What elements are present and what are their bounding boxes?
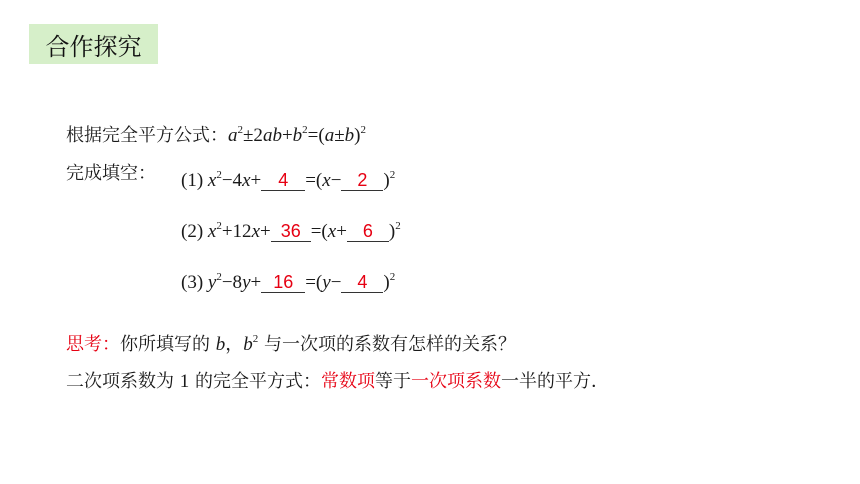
answer-blank[interactable]: 6	[347, 221, 389, 242]
answer-blank[interactable]: 16	[261, 272, 305, 293]
answer-blank[interactable]: 36	[271, 221, 311, 242]
fill-item-3: (3) $y^2-8y+ 16 =(y- 4$ )$^2$	[181, 271, 396, 293]
fill-item-1: (1) $x^2-4x+ 4 =(x- 2$ )$^2$	[181, 169, 396, 191]
formula-line	[66, 118, 366, 148]
conclusion-line: 二次项系数为 1 的完全平方式：常数项等于一次项系数一半的平方．	[66, 371, 609, 392]
think-line: 思考：你所填写的 b，$b^2$ 与一次项的系数有怎样的关系？	[66, 333, 516, 355]
formula-expression: $a^2\pm 2ab+b^2=(a\pm b)^2$	[228, 124, 366, 146]
answer-blank[interactable]: 4	[341, 272, 383, 293]
highlight-linear-coefficient: 一次项系数	[410, 371, 501, 392]
think-label: 思考：	[66, 334, 120, 355]
answer-blank[interactable]: 4	[261, 170, 305, 191]
fill-label: 完成填空：	[66, 163, 156, 184]
answer-blank[interactable]: 2	[341, 170, 383, 191]
section-title: 合作探究	[29, 24, 158, 64]
fill-item-2: (2) $x^2+12x+ 36 =(x+ 6$ )$^2$	[181, 220, 401, 242]
highlight-constant-term: 常数项	[320, 371, 375, 392]
formula-label: 根据完全平方公式：	[66, 125, 228, 146]
